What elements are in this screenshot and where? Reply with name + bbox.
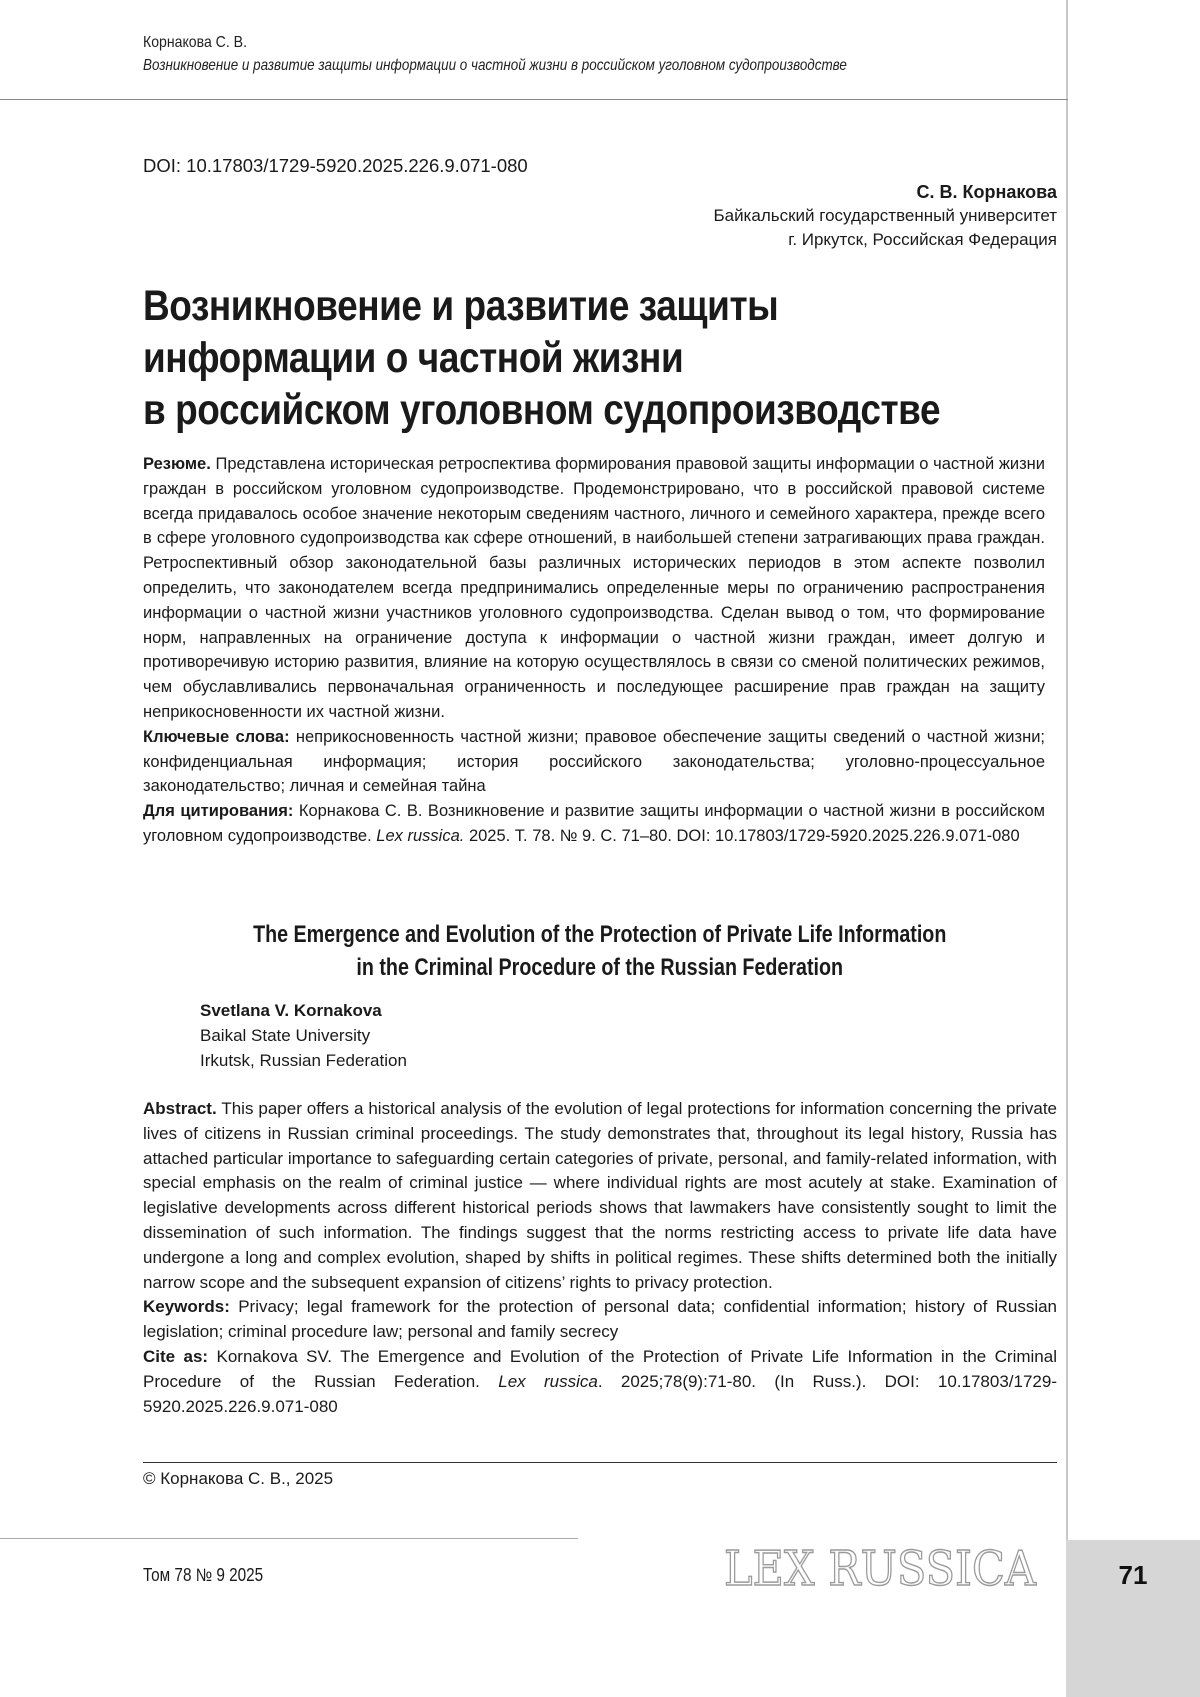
cite-en-journal: Lex russica: [498, 1371, 598, 1391]
cite-en: [143, 1345, 1057, 1419]
cite-en-after: . 2025;78(9):71-80. (In Russ.). DOI: 10.17803/1729-5920.2025.226.9.071-080: [143, 1371, 1057, 1416]
cite-en-label: Cite as:: [143, 1346, 209, 1366]
header-divider: [0, 99, 1068, 100]
right-margin-rule: [1066, 0, 1068, 1540]
running-header-title: Возникновение и развитие защиты информации о частной жизни в российском уголовном судопроизводстве: [143, 57, 847, 74]
keywords-en-label: Keywords:: [143, 1297, 230, 1317]
location-ru: г. Иркутск, Российская Федерация: [788, 230, 1057, 249]
abstract-ru: [143, 452, 1045, 725]
footer-divider: [0, 1538, 578, 1539]
title-en-line-2: in the Criminal Procedure of the Russian Federation: [356, 954, 844, 981]
affiliation-ru: [457, 180, 1057, 252]
article-title-ru: [143, 280, 986, 436]
cite-en-before: Kornakova SV. The Emergence and Evolution of the Protection of Private Life Information in the Criminal Procedure of the Russian Federation.: [143, 1346, 1057, 1391]
cite-ru-after: 2025. Т. 78. № 9. С. 71–80. DOI: 10.17803/1729-5920.2025.226.9.071-080: [468, 826, 1020, 845]
copyright-line: © Корнакова С. В., 2025: [143, 1469, 334, 1488]
title-en-line-1: The Emergence and Evolution of the Protection of Private Life Information: [253, 921, 947, 948]
cite-ru: [143, 799, 1045, 849]
running-header-author: Корнакова С. В.: [143, 34, 247, 51]
copyright-divider: [143, 1462, 1057, 1463]
university-en: Baikal State University: [200, 1026, 371, 1045]
journal-logo: [715, 1535, 1045, 1605]
cite-ru-before: Корнакова С. В. Возникновение и развитие защиты информации о частной жизни в российском уголовном судопроизводстве.: [143, 802, 1045, 845]
keywords-ru-label: Ключевые слова:: [143, 727, 290, 746]
page-number: 71: [1118, 1560, 1148, 1590]
university-ru: Байкальский государственный университет: [713, 206, 1057, 225]
abstract-en-text: This paper offers a historical analysis of the evolution of legal protections for information concerning the private lives of citizens in Russian criminal proceedings. The study demonstrates that, throughout its legal history, Russia has attached particular importance to safeguarding certain categories of private, personal, and family-related information, with special emphasis on the realm of criminal justice — where individual rights are most acutely at stake. Examination of legislative developments across different historical periods shows that lawmakers have consistently sought to limit the dissemination of such information. The findings suggest that the norms restricting access to private life data have undergone a long and complex evolution, shaped by shifts in political regimes. These shifts determined both the initially narrow scope and the subsequent expansion of citizens’ rights to privacy protection.: [143, 1099, 1057, 1292]
keywords-en-text: Privacy; legal framework for the protection of personal data; confidential information; history of Russian legislation; criminal procedure law; personal and family secrecy: [143, 1297, 1058, 1342]
author-name-ru: С. В. Корнакова: [916, 182, 1057, 202]
volume-issue: Том 78 № 9 2025: [143, 1565, 264, 1585]
title-ru-line-3: в российском уголовном судопроизводстве: [143, 386, 941, 434]
english-abstract-block: [143, 1097, 1057, 1419]
author-name-en: Svetlana V. Kornakova: [200, 1001, 382, 1020]
keywords-en: [143, 1295, 1057, 1345]
keywords-ru: [143, 725, 1045, 799]
location-en: Irkutsk, Russian Federation: [200, 1051, 407, 1070]
doi-line: DOI: 10.17803/1729-5920.2025.226.9.071-080: [143, 155, 528, 176]
abstract-en-label: Abstract.: [143, 1099, 217, 1118]
journal-logo-text: LEX RUSSICA: [724, 1541, 1038, 1597]
keywords-ru-text: неприкосновенность частной жизни; правовое обеспечение защиты сведений о частной жизни; конфиденциальная информация; история российского законодательства; уголовно-процессуальное законодательство; личная и семейная тайна: [143, 727, 1045, 796]
cite-ru-label: Для цитирования:: [143, 802, 294, 821]
abstract-ru-label: Резюме.: [143, 455, 211, 473]
title-ru-line-1: Возникновение и развитие защиты: [143, 282, 779, 330]
affiliation-en: [200, 998, 407, 1073]
abstract-ru-text: Представлена историческая ретроспектива формирования правовой защиты информации о частной жизни граждан в российском уголовном судопроизводстве. Продемонстрировано, что в российской правовой системе всегда придавалось особое значение некоторым сведениям частного, личного и семейного характера, прежде всего в сфере уголовного судопроизводства как сфере отношений, в наибольшей степени затрагивающих права граждан. Ретроспективный обзор законодательной базы различных исторических периодов в этом аспекте позволил определить, что законодателем всегда предпринимались определенные меры по ограничению распространения информации о частной жизни участников уголовного судопроизводства. Сделан вывод о том, что формирование норм, направленных на ограничение доступа к информации о частной жизни граждан, имеет долгую и противоречивую историю развития, влияние на которую осуществлялось в связи со сменой политических режимов, чем обуславливались первоначальная ограниченность и последующее расширение прав граждан на защиту неприкосновенности их частной жизни.: [143, 455, 1045, 721]
russian-summary-block: [143, 452, 1045, 849]
title-ru-line-2: информации о частной жизни: [143, 334, 684, 382]
cite-ru-journal: Lex russica.: [376, 826, 465, 845]
article-title-en: [0, 918, 1200, 984]
abstract-en: [143, 1097, 1057, 1295]
